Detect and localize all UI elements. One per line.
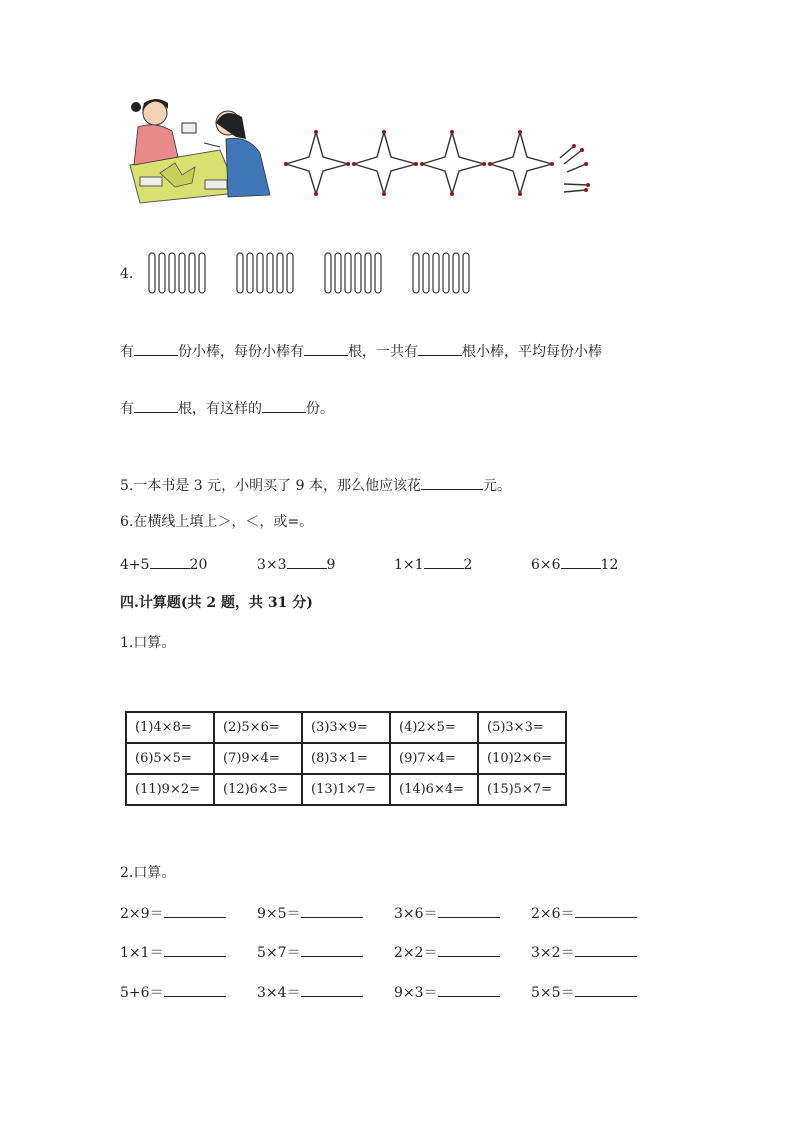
calc-cell: (14)6×4=	[390, 774, 478, 805]
oral-item	[257, 903, 394, 924]
q4-number: 4.	[120, 266, 134, 282]
answer-blank[interactable]	[575, 903, 637, 918]
compare-right: 2	[463, 557, 473, 573]
oral-item	[394, 942, 531, 963]
answer-blank[interactable]	[301, 903, 363, 918]
calc-cell: (10)2×6=	[478, 743, 566, 774]
oral-item	[394, 982, 531, 1003]
oral-item	[531, 903, 668, 924]
compare-item	[394, 554, 531, 575]
oral-expr: 5×7＝	[257, 945, 301, 961]
compare-left: 1×1	[394, 557, 424, 573]
compare-item	[531, 554, 668, 575]
stick-groups	[145, 250, 475, 296]
answer-blank[interactable]	[438, 942, 500, 957]
oral-expr: 3×4＝	[257, 985, 301, 1001]
table-row	[126, 774, 566, 805]
answer-blank[interactable]	[164, 982, 226, 997]
oral-expr: 2×6＝	[531, 906, 575, 922]
calc-cell: (8)3×1=	[302, 743, 390, 774]
oral-expr: 5×5＝	[531, 985, 575, 1001]
calc-cell: (13)1×7=	[302, 774, 390, 805]
oral-row-3	[120, 982, 668, 1003]
q5	[120, 475, 511, 496]
answer-blank[interactable]	[575, 942, 637, 957]
q4-line1	[120, 341, 602, 362]
compare-item	[120, 554, 257, 575]
oral-expr: 2×9＝	[120, 906, 164, 922]
q4-l1-text1: 有	[120, 344, 134, 360]
q6-items	[120, 554, 668, 575]
oral-item	[120, 982, 257, 1003]
q4-l1-text2: 份小棒，每份小棒有	[178, 344, 304, 360]
oral-expr: 1×1＝	[120, 945, 164, 961]
oral-expr: 2×2＝	[394, 945, 438, 961]
q4-l1-text4: 根小棒，平均每份小棒	[462, 344, 602, 360]
oral-item	[257, 942, 394, 963]
answer-blank[interactable]	[134, 398, 178, 413]
oral-expr: 9×5＝	[257, 906, 301, 922]
compare-right: 12	[600, 557, 619, 573]
oral-item	[257, 982, 394, 1003]
calc-cell: (1)4×8=	[126, 712, 214, 743]
section4-title: 四.计算题(共 2 题，共 31 分)	[120, 595, 313, 611]
answer-blank[interactable]	[301, 982, 363, 997]
answer-blank[interactable]	[438, 903, 500, 918]
matchstick-stars	[282, 128, 602, 198]
compare-left: 6×6	[531, 557, 561, 573]
q4-l1-text3: 根，一共有	[348, 344, 418, 360]
children-matchstick-illustration	[120, 95, 280, 205]
answer-blank[interactable]	[134, 341, 178, 356]
oral-item	[120, 942, 257, 963]
q6-title: 6.在横线上填上＞，＜，或=。	[120, 514, 314, 530]
answer-blank[interactable]	[304, 341, 348, 356]
oral-expr: 3×6＝	[394, 906, 438, 922]
calc-cell: (6)5×5=	[126, 743, 214, 774]
calc-cell: (9)7×4=	[390, 743, 478, 774]
oral-item	[531, 982, 668, 1003]
compare-item	[257, 554, 394, 575]
answer-blank[interactable]	[164, 942, 226, 957]
oral-row-2	[120, 942, 668, 963]
calc-cell: (12)6×3=	[214, 774, 302, 805]
compare-left: 3×3	[257, 557, 287, 573]
compare-right: 20	[189, 557, 208, 573]
calc-cell: (4)2×5=	[390, 712, 478, 743]
answer-blank[interactable]	[287, 554, 327, 569]
q4-l2-text3: 份。	[306, 401, 334, 417]
oral-item	[120, 903, 257, 924]
oral-row-1	[120, 903, 668, 924]
calc-q1-title: 1.口算。	[120, 635, 176, 651]
calc-table	[125, 711, 567, 806]
answer-blank[interactable]	[424, 554, 464, 569]
answer-blank[interactable]	[150, 554, 190, 569]
answer-blank[interactable]	[301, 942, 363, 957]
oral-item	[394, 903, 531, 924]
table-row	[126, 743, 566, 774]
q5-text: 5.一本书是 3 元，小明买了 9 本，那么他应该花	[120, 478, 421, 494]
oral-expr: 5+6＝	[120, 985, 164, 1001]
answer-blank[interactable]	[164, 903, 226, 918]
calc-cell: (11)9×2=	[126, 774, 214, 805]
q4-l2-text1: 有	[120, 401, 134, 417]
calc-cell: (2)5×6=	[214, 712, 302, 743]
calc-cell: (15)5×7=	[478, 774, 566, 805]
oral-item	[531, 942, 668, 963]
calc-cell: (5)3×3=	[478, 712, 566, 743]
q4-l2-text2: 根，有这样的	[178, 401, 262, 417]
q5-suffix: 元。	[482, 478, 511, 494]
calc-cell: (3)3×9=	[302, 712, 390, 743]
answer-blank[interactable]	[421, 475, 483, 490]
oral-expr: 9×3＝	[394, 985, 438, 1001]
answer-blank[interactable]	[438, 982, 500, 997]
answer-blank[interactable]	[561, 554, 601, 569]
answer-blank[interactable]	[575, 982, 637, 997]
oral-expr: 3×2＝	[531, 945, 575, 961]
answer-blank[interactable]	[418, 341, 462, 356]
compare-right: 9	[326, 557, 336, 573]
calc-cell: (7)9×4=	[214, 743, 302, 774]
calc-q2-title: 2.口算。	[120, 865, 176, 881]
q4-line2	[120, 398, 334, 419]
table-row	[126, 712, 566, 743]
compare-left: 4+5	[120, 557, 150, 573]
answer-blank[interactable]	[262, 398, 306, 413]
